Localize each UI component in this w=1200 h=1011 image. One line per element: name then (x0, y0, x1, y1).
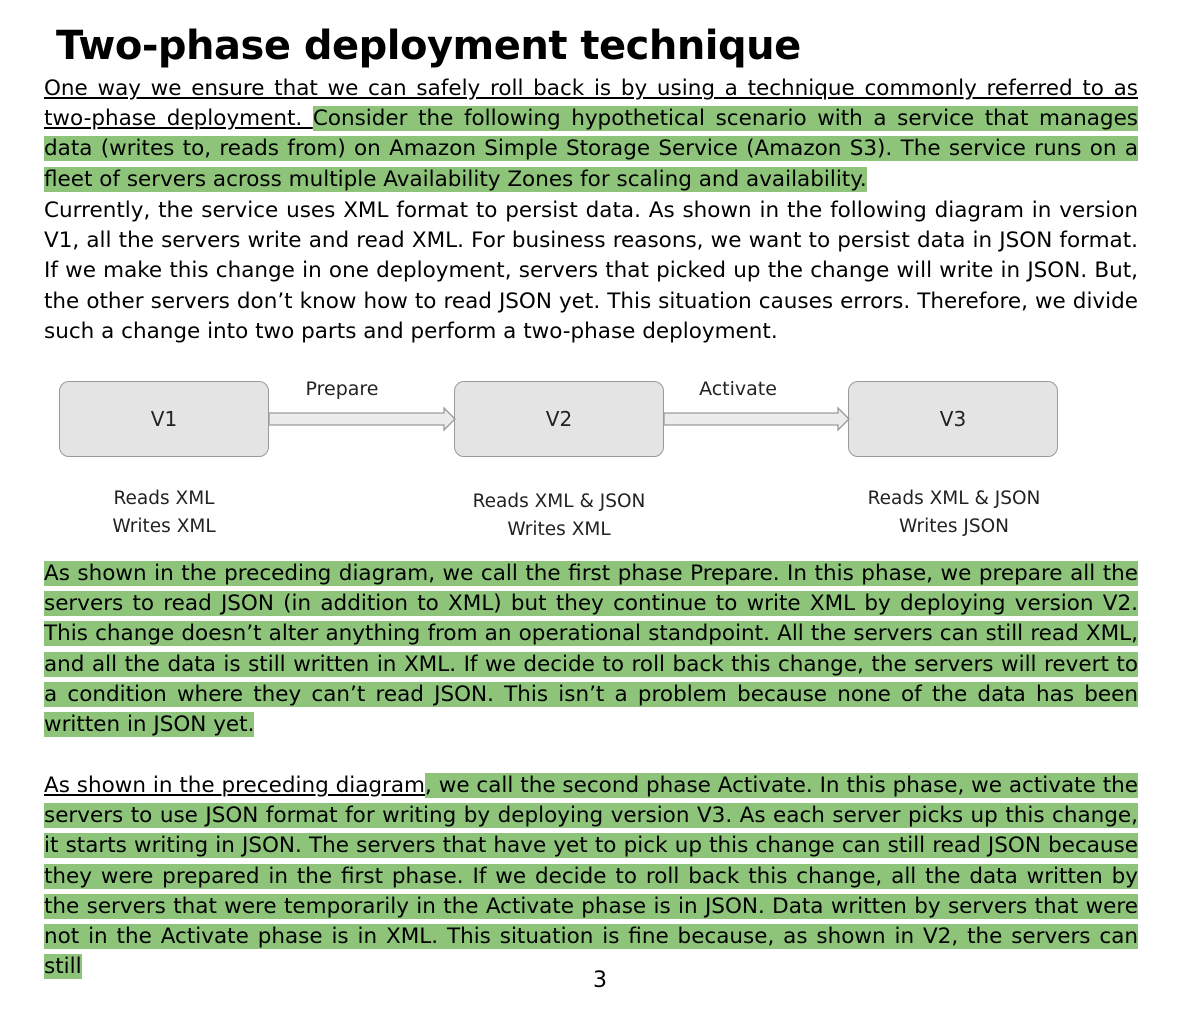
v1-label: V1 (150, 407, 178, 431)
activate-text: As shown in the preceding diagram (44, 773, 426, 798)
page-title: Two-phase deployment technique (56, 23, 801, 69)
v2-reads: Reads XML & JSON (472, 491, 646, 512)
intro-highlight: Consider the following hypothetical scenario with a service that manages data (writes to, reads from) on Amazon Simple Storage Service (Amazon S3). The service runs on a fleet of servers across multiple Availability Zones for scaling and availability. (44, 106, 1138, 192)
prepare-paragraph (44, 559, 1138, 740)
context-paragraph: Currently, the service uses XML format to persist data. As shown in the following diagram in version V1, all the servers write and read XML. For business reasons, we want to persist data in JSON format. If we make this change in one deployment, servers that picked up the change will write in JSON. But, the other servers don’t know how to read JSON yet. This situation causes errors. Therefore, we divide such a change into two parts and perform a two-phase deployment. (44, 198, 1138, 344)
prepare-highlight: As shown in the preceding diagram, we call the first phase Prepare. In this phase, we prepare all the servers to read JSON (in addition to XML) but they continue to write XML by deploying version V2. This change doesn’t alter anything from an operational standpoint. All the servers can still read XML, and all the data is still written in XML. If we decide to roll back this change, the servers will revert to a condition where they can’t read JSON. This isn’t a problem because none of the data has been written in JSON yet. (44, 561, 1138, 738)
activate-arrow (664, 408, 849, 430)
v3-label: V3 (939, 407, 967, 431)
v2-caption (439, 488, 679, 544)
activate-label: Activate (699, 378, 777, 400)
activate-paragraph (44, 771, 1138, 982)
intro-text: One way we ensure that we can safely roll back is by using a technique commonly referred to as two-phase deployment. (44, 76, 1138, 132)
v3-reads: Reads XML & JSON (867, 488, 1041, 509)
v2-label: V2 (545, 407, 573, 431)
prepare-arrow (269, 408, 455, 430)
v1-writes: Writes XML (112, 516, 216, 537)
v3-caption (834, 485, 1074, 541)
activate-highlight: , we call the second phase Activate. In this phase, we activate the servers to use JSON format for writing by deploying version V3. As each server picks up this change, it starts writing in JSON. The servers that have yet to pick up this change can still read JSON because they were prepared in the first phase. If we decide to roll back this change, all the data written by the servers that were temporarily in the Activate phase is in JSON. Data written by servers that were not in the Activate phase is in XML. This situation is fine because, as shown in V2, the servers can still (44, 773, 1138, 980)
v1-reads: Reads XML (113, 488, 215, 509)
page-number: 3 (593, 968, 607, 993)
v1-caption (64, 485, 264, 541)
prepare-label: Prepare (305, 378, 379, 400)
v2-writes: Writes XML (507, 519, 611, 540)
v3-writes: Writes JSON (899, 516, 1009, 537)
